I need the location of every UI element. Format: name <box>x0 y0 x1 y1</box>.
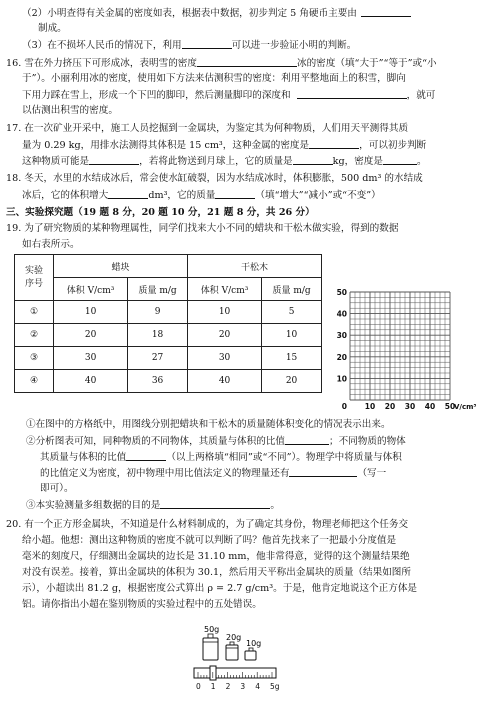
scale-tick-label: 1 <box>210 682 216 691</box>
q15-part2-line: （2）小明查得有关金属的密度如表，根据表中数据，初步判定 5 角硬币主要由 <box>22 6 411 20</box>
q15-part3-line: （3）在不损坏人民币的情况下，利用 可以进一步验证小明的判断。 <box>22 40 357 51</box>
scale-tick-label: 4 <box>255 682 260 691</box>
y-tick-label: 10 <box>336 374 347 384</box>
q16-line2: 于”）。小丽利用冰的密度，使用如下方法来估测积雪的密度：利用平整地面上的积雪，脚向 <box>22 73 406 84</box>
table-header-wax: 蜡块 <box>54 255 188 278</box>
table-row: ① 10 9 10 5 <box>15 301 322 324</box>
answer-blank[interactable] <box>89 154 139 165</box>
weight-50g-label: 50g <box>204 625 220 634</box>
table-header-pine-volume: 体积 V/cm³ <box>187 278 261 301</box>
answer-blank[interactable] <box>293 154 333 165</box>
table-row: ④ 40 36 40 20 <box>15 370 322 393</box>
weight-20g-label: 20g <box>226 633 242 642</box>
q20-line2: 给小超。他想：测出这种物质的密度不就可以判断了吗？他首先找来了一把最小分度值是 <box>22 535 397 546</box>
y-tick-label: 20 <box>336 352 347 362</box>
table-header-wax-mass: 质量 m/g <box>128 278 188 301</box>
table-header-wax-volume: 体积 V/cm³ <box>54 278 128 301</box>
answer-blank[interactable] <box>215 188 255 199</box>
y-tick-label: 50 <box>336 288 347 297</box>
table-header-pine-mass: 质量 m/g <box>262 278 322 301</box>
graph-grid[interactable] <box>330 282 490 422</box>
answer-blank[interactable] <box>108 188 148 199</box>
y-tick-label: 40 <box>336 309 347 319</box>
answer-blank[interactable] <box>160 498 270 509</box>
answer-blank[interactable] <box>297 88 407 99</box>
x-tick-label: 20 <box>384 402 396 411</box>
section-title: 三、实验探究题（19 题 8 分，20 题 10 分，21 题 8 分，共 26 分） <box>6 207 315 218</box>
weight-50g-icon <box>203 634 218 660</box>
answer-blank[interactable] <box>309 138 359 149</box>
table-header-pine: 干松木 <box>187 255 321 278</box>
q20-line6: 铝。请你指出小超在鉴别物质的实验过程中的五处错误。 <box>22 599 262 610</box>
table-row: ③ 30 27 30 15 <box>15 347 322 370</box>
q19-line1: 19. 为了研究物质的某种物理属性，同学们找来大小不同的蜡块和干松木做实验，得到的数据 <box>6 223 399 234</box>
x-tick-label: 50 <box>444 402 456 411</box>
table-header-trial: 实验 序号 <box>15 255 54 301</box>
q16-line1: 16. 雪在外力挤压下可形成冰，表明雪的密度 冰的密度（填“大于”“等于”或“小 <box>6 58 437 69</box>
q17-line1: 17. 在一次矿业开采中，施工人员挖掘到一金属块，为鉴定其为何种物质，人们用天平测得其质 <box>6 123 409 134</box>
q20-line5: 示），小超读出 81.2 g，根据密度公式算出 ρ = 2.7 g/cm³。于是，他肯定地说这个正方体是 <box>22 583 418 594</box>
x-tick-label: 10 <box>364 402 376 411</box>
origin-label: 0 <box>341 402 347 411</box>
q18-line1: 18. 冬天，水里的水结成冰后，常会使水缸破裂，因为水结成冰时，体积膨胀，500 dm³ 的水结成 <box>6 173 423 184</box>
answer-blank[interactable] <box>383 154 417 165</box>
answer-blank[interactable] <box>182 38 232 49</box>
q19-sub2-line3: 的比值定义为密度，初中物理中用比值法定义的物理量还有 （写一 <box>40 468 387 479</box>
scale-tick-label: 5g <box>270 682 280 691</box>
q16-line3: 下用力踩在雪上，形成一个下凹的脚印，然后测量脚印的深度和 ，就可 <box>22 90 436 101</box>
answer-blank[interactable] <box>289 466 357 477</box>
answer-blank[interactable] <box>126 450 166 461</box>
balance-scale-figure <box>186 622 306 692</box>
answer-blank[interactable] <box>197 56 297 67</box>
scale-tick-label: 3 <box>240 682 246 691</box>
data-table <box>14 254 322 393</box>
scale-tick-label: 2 <box>225 682 231 691</box>
weight-10g-icon <box>245 648 256 660</box>
x-unit-label: V/cm³ <box>454 403 477 411</box>
table-row: ② 20 18 20 10 <box>15 324 322 347</box>
q19-sub1: ①在图中的方格纸中，用图线分别把蜡块和干松木的质量随体积变化的情况表示出来。 <box>26 419 391 430</box>
q19-sub2-line4: 即可）。 <box>40 483 74 494</box>
x-tick-label: 30 <box>404 402 416 411</box>
answer-blank[interactable] <box>285 434 329 445</box>
q17-line2: 量为 0.29 kg，用排水法测得其体积是 15 cm³，这种金属的密度是 ，可以初步判断 <box>22 140 427 151</box>
q18-line2: 冰后，它的体积增大 dm³，它的质量 （填“增大”“减小”或“不变”） <box>22 190 381 201</box>
q17-line3: 这种物质可能是 ，若将此物送到月球上，它的质量是 kg，密度是 。 <box>22 156 427 167</box>
grid-svg <box>330 282 490 414</box>
x-tick-label: 40 <box>424 402 436 411</box>
q19-sub3: ③本实验测量多组数据的目的是 。 <box>26 500 280 511</box>
q20-line1: 20. 有一个正方形金属块，不知道是什么材料制成的，为了确定其身份，物理老师把这个任务交 <box>6 519 409 530</box>
q15-part2-line2: 制成。 <box>38 23 67 34</box>
weight-10g-label: 10g <box>246 639 262 648</box>
scale-svg <box>186 622 306 698</box>
q19-sub2-line2: 其质量与体积的比值 （以上两格填“相同”或“不同”）。物理学中将质量与体积 <box>40 452 402 463</box>
y-tick-label: 30 <box>336 331 347 341</box>
q16-line4: 以估测出积雪的密度。 <box>22 105 118 116</box>
scale-tick-label: 0 <box>196 682 201 691</box>
q20-line3: 毫米的刻度尺，仔细测出金属块的边长是 31.10 mm，他非常得意，觉得的这个测量结果绝 <box>22 551 410 562</box>
q19-sub2: ②分析图表可知，同种物质的不同物体，其质量与体积的比值 ；不同物质的物体 <box>26 436 406 447</box>
slider-scale-bar <box>194 668 276 678</box>
answer-blank[interactable] <box>361 6 411 17</box>
weight-20g-icon <box>226 642 238 660</box>
q20-line4: 对没有误差。接着，算出金属块的体积为 30.1，然后用天平称出金属块的质量（结果如图所 <box>22 567 411 578</box>
q19-line2: 如右表所示。 <box>22 239 80 250</box>
